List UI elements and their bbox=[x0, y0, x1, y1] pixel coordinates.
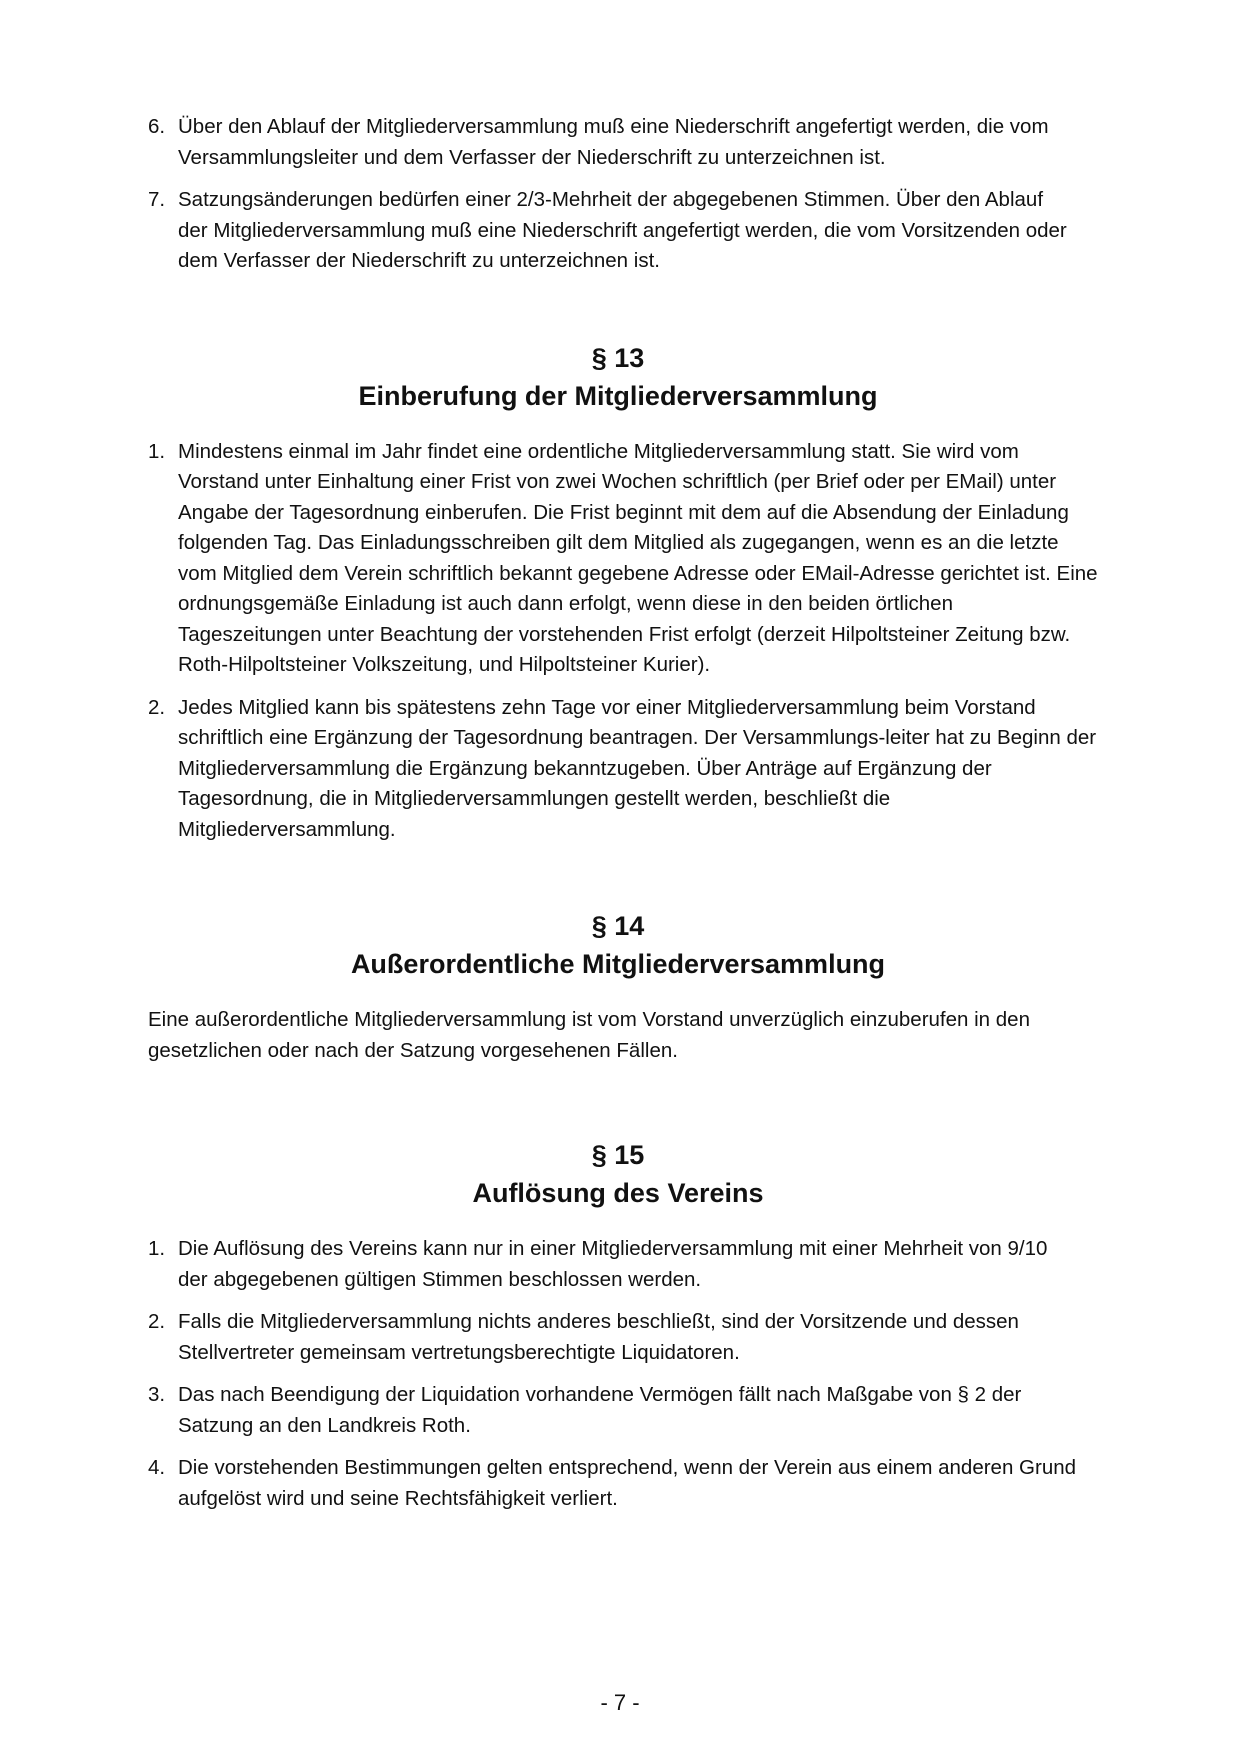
document-page bbox=[148, 112, 1098, 1526]
section-15-number: § 15 bbox=[591, 1140, 645, 1170]
list-item bbox=[148, 693, 1098, 846]
list-item-number: 2. bbox=[148, 1310, 166, 1333]
section-13-list bbox=[148, 437, 1098, 846]
list-item-text: Die vorstehenden Bestimmungen gelten entsprechend, wenn der Verein aus einem anderen Grund aufgelöst wird und seine Rechtsfähigkeit verliert. bbox=[178, 1456, 1077, 1510]
list-item bbox=[148, 1307, 1078, 1368]
section-13-title: Einberufung der Mitgliederversammlung bbox=[358, 380, 878, 411]
section-13-number: § 13 bbox=[591, 342, 645, 373]
list-item-number: 1. bbox=[148, 1237, 166, 1260]
list-item bbox=[148, 185, 1078, 277]
list-item-number: 3. bbox=[148, 1383, 166, 1406]
list-item-text: Das nach Beendigung der Liquidation vorhandene Vermögen fällt nach Maßgabe von § 2 der Satzung an den Landkreis Roth. bbox=[178, 1383, 1022, 1437]
list-item-text: Jedes Mitglied kann bis spätestens zehn Tage vor einer Mitgliederversammlung beim Vorstand schriftlich eine Ergänzung der Tagesordnung beantragen. Der Versammlungs-leiter hat zu Beginn der Mitgliederversammlung die Ergänzung bekanntzugeben. Über Anträge auf Ergänzung der Tagesordnung, die in Mitgliederversammlungen gestellt werden, beschließt die Mitgliederversammlung. bbox=[178, 695, 1097, 841]
page-number: - 7 - bbox=[600, 1690, 640, 1715]
list-item bbox=[148, 1380, 1078, 1441]
list-item-text: Falls die Mitgliederversammlung nichts anderes beschließt, sind der Vorsitzende und dessen Stellvertreter gemeinsam vertretungsberechtigte Liquidatoren. bbox=[178, 1310, 1019, 1364]
section-14-number: § 14 bbox=[591, 911, 645, 941]
list-item-number: 2. bbox=[148, 695, 166, 719]
list-item bbox=[148, 1453, 1078, 1514]
list-item-text: Die Auflösung des Vereins kann nur in einer Mitgliederversammlung mit einer Mehrheit von 9/10 der abgegebenen gültigen Stimmen beschlossen werden. bbox=[178, 1237, 1048, 1291]
list-top bbox=[148, 112, 1098, 277]
section-15-title: Auflösung des Vereins bbox=[472, 1178, 764, 1208]
list-item-text: Satzungsänderungen bedürfen einer 2/3-Mehrheit der abgegebenen Stimmen. Über den Ablauf der Mitgliederversammlung muß eine Niederschrift angefertigt werden, die vom Vorsitzenden oder dem Verfasser der Niederschrift zu unterzeichnen ist. bbox=[178, 188, 1067, 272]
list-item bbox=[148, 112, 1078, 173]
section-14-title: Außerordentliche Mitgliederversammlung bbox=[350, 949, 886, 979]
section-15-list bbox=[148, 1234, 1098, 1514]
list-item-text: Mindestens einmal im Jahr findet eine ordentliche Mitgliederversammlung statt. Sie wird vom Vorstand unter Einhaltung einer Frist von zwei Wochen schriftlich (per Brief oder per EMail) unter Angabe der Tagesordnung einberufen. Die Frist beginnt mit dem auf die Absendung der Einladung folgenden Tag. Das Einladungsschreiben gilt dem Mitglied als zugegangen, wenn es an die letzte vom Mitglied dem Verein schriftlich bekannt gegebene Adresse oder EMail-Adresse gerichtet ist. Eine ordnungsgemäße Einladung ist auch dann erfolgt, wenn diese in den beiden örtlichen Tageszeitungen unter Beachtung der vorstehenden Frist erfolgt (derzeit Hilpoltsteiner Zeitung bzw. Roth-Hilpoltsteiner Volkszeitung, und Hilpoltsteiner Kurier). bbox=[178, 439, 1098, 676]
list-item bbox=[148, 1234, 1078, 1295]
list-item-number: 7. bbox=[148, 188, 166, 211]
section-14 bbox=[148, 907, 1098, 1066]
list-item-number: 1. bbox=[148, 439, 166, 463]
list-item-number: 4. bbox=[148, 1456, 166, 1479]
section-13 bbox=[148, 339, 1098, 846]
list-item bbox=[148, 437, 1098, 681]
list-item-number: 6. bbox=[148, 115, 166, 138]
list-item-text: Über den Ablauf der Mitgliederversammlung muß eine Niederschrift angefertigt werden, die vom Versammlungsleiter und dem Verfasser der Niederschrift zu unterzeichnen ist. bbox=[178, 115, 1049, 169]
section-14-text: Eine außerordentliche Mitgliederversammlung ist vom Vorstand unverzüglich einzuberufen in den gesetzlichen oder nach der Satzung vorgesehenen Fällen. bbox=[148, 1008, 1030, 1062]
section-15 bbox=[148, 1136, 1098, 1514]
